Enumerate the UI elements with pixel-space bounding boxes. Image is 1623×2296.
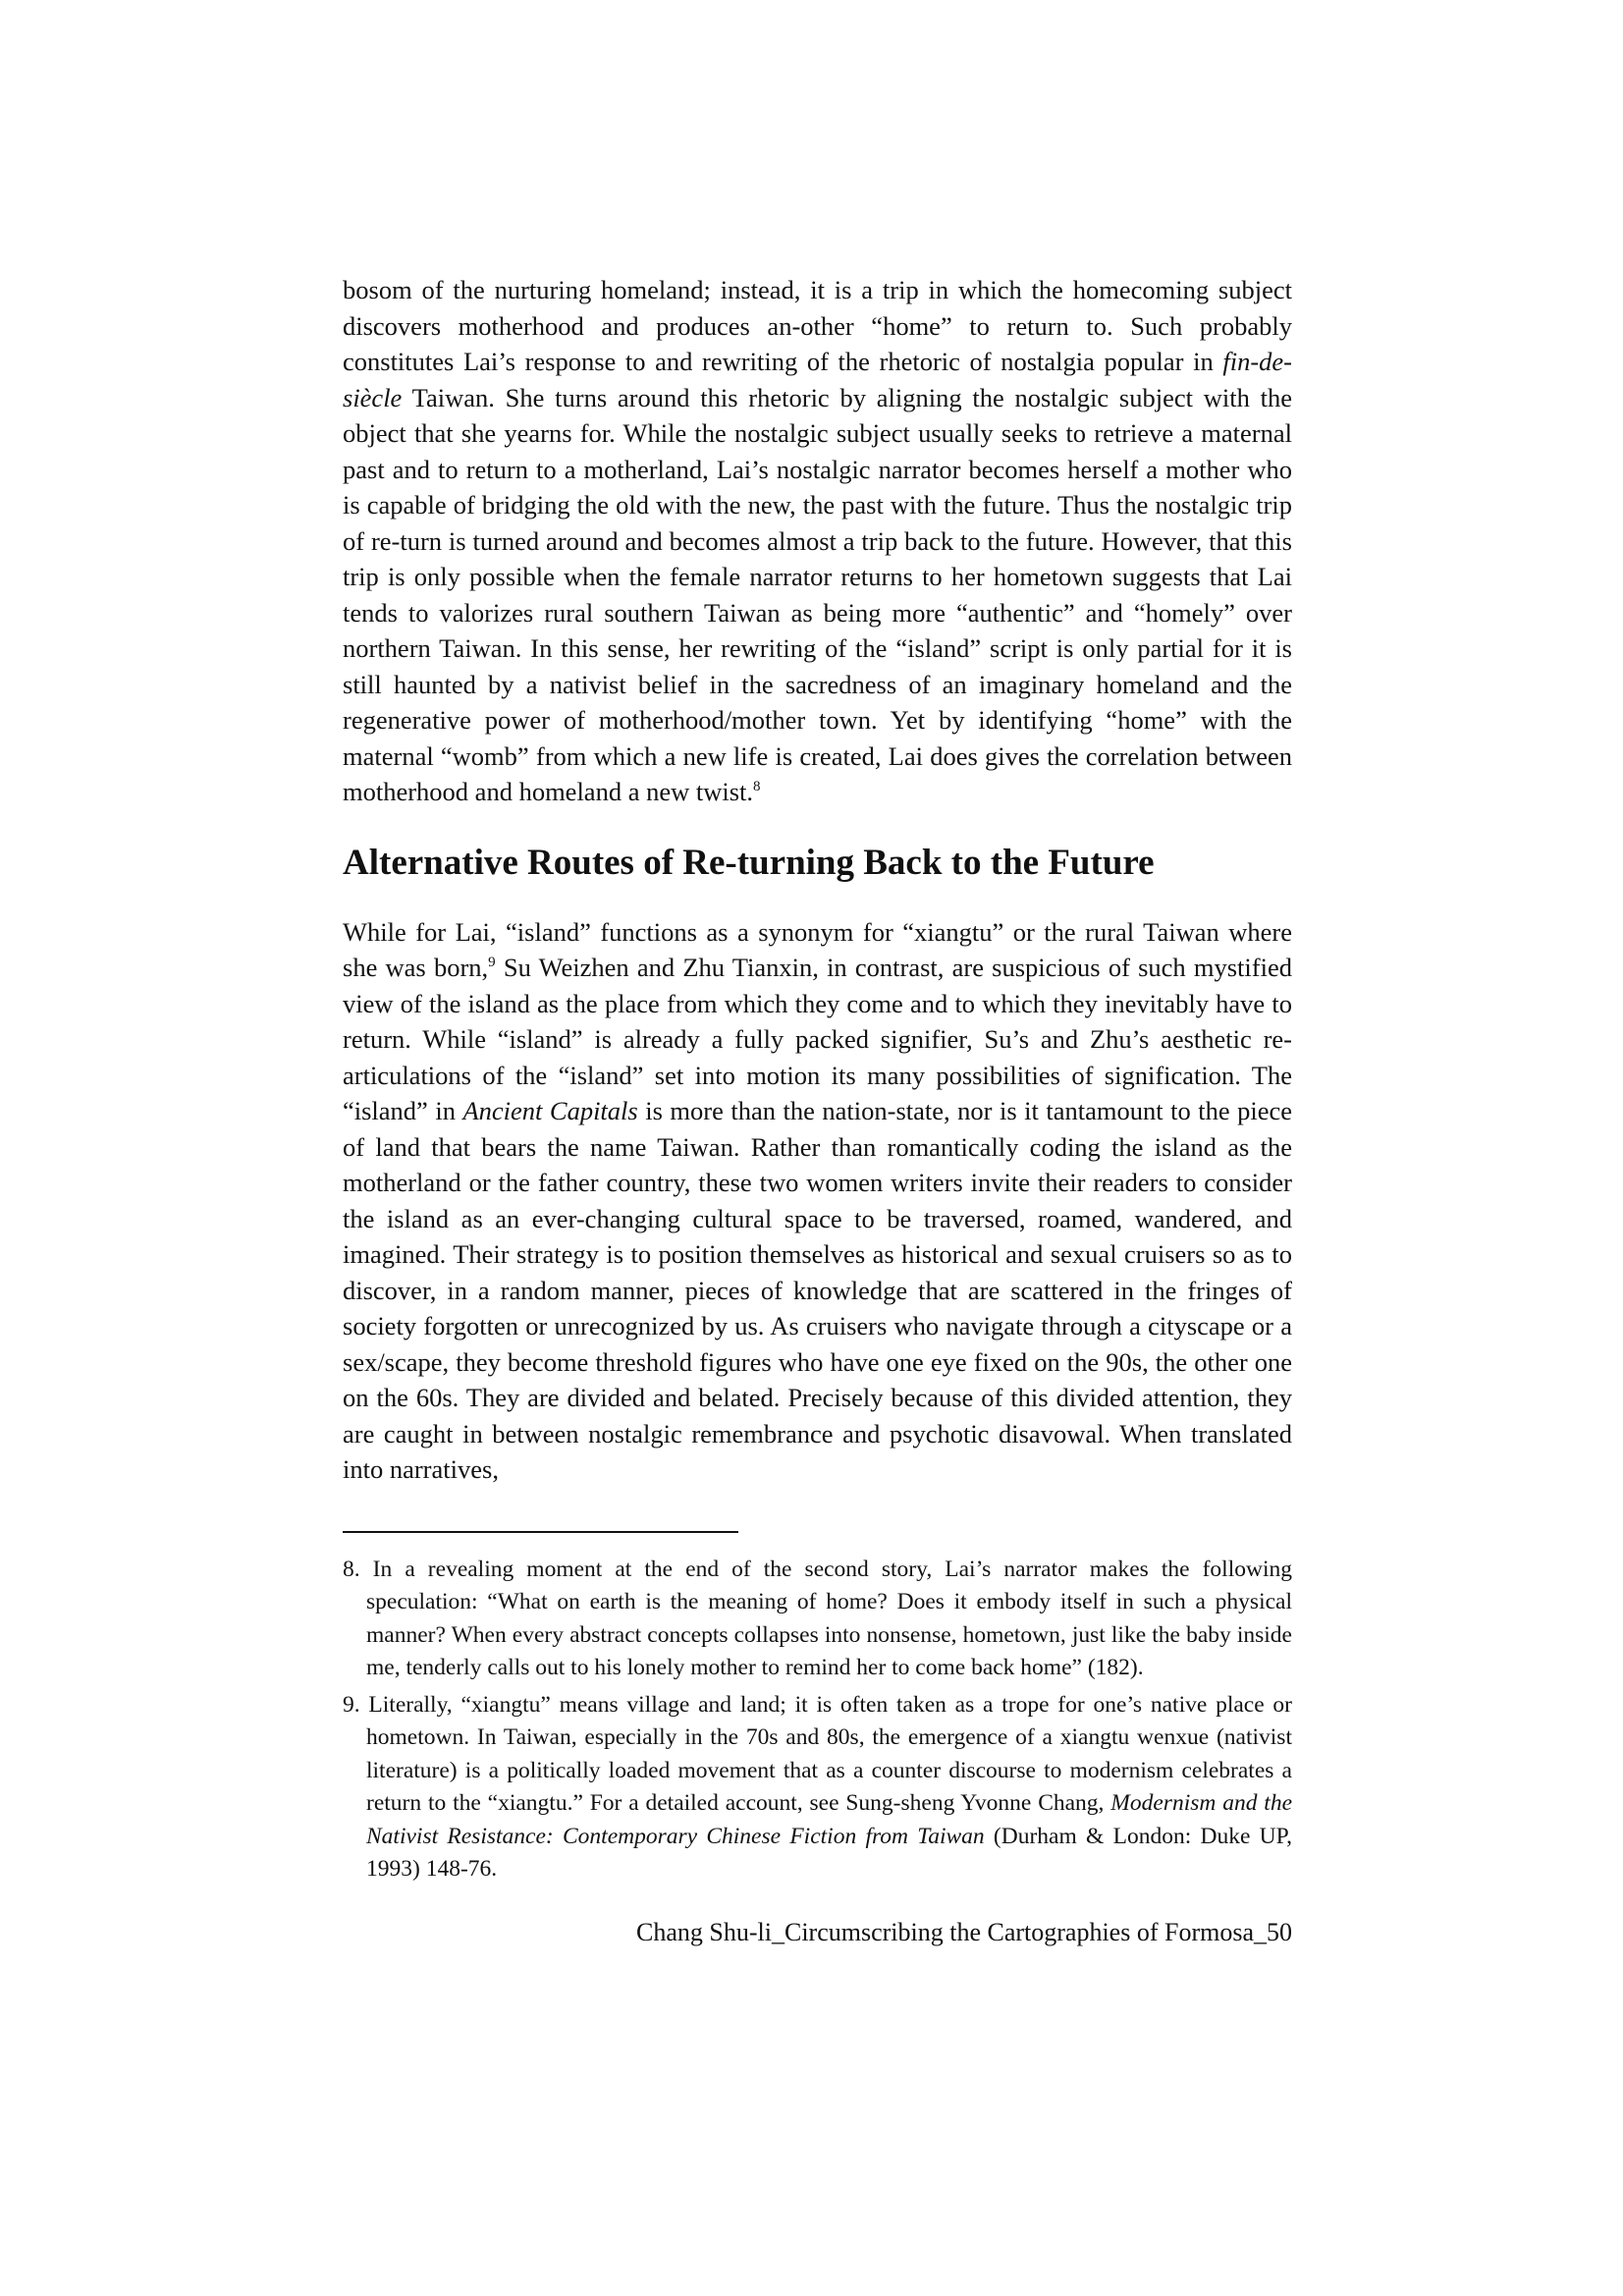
paragraph-2-text-c: is more than the nation-state, nor is it tantamount to the piece of land that bears the name Taiwan. Rather than romantically coding the island as the motherland or the father country, these two women writers invite their readers to consider the island as an ever-changing cultural space to be traversed, roamed, wandered, and imagined. Their strategy is to position themselves as historical and sexual cruisers so as to discover, in a random manner, pieces of knowledge that are scattered in the fringes of society forgotten or unrecognized by us. As cruisers who navigate through a cityscape or a sex/scape, they become threshold figures who have one eye fixed on the 90s, the other one on the 60s. They are divided and belated. Precisely because of this divided attention, they are caught in between nostalgic remembrance and psychotic disavowal. When translated into narratives, [343,1096,1293,1484]
text-column [343,272,1292,1949]
paragraph-2-italic: Ancient Capitals [462,1096,638,1125]
footnote-9-text-b: (Durham & London: Duke UP, 1993) 148-76. [366,1823,1292,1882]
footnote-9 [343,1689,1292,1886]
paragraph-2-text-b: Su Weizhen and Zhu Tianxin, in contrast, are suspicious of such mystified view of the island as the place from which they come and to which they inevitably have to return. While “island” is already a fully packed signifier, Su’s and Zhu’s aesthetic re-articulations of the “island” set into motion its many possibilities of signification. The “island” in [343,953,1292,1125]
running-footer: Chang Shu-li_Circumscribing the Cartographies of Formosa_50 [636,1917,1292,1946]
footnotes [343,1554,1292,1886]
footnote-separator [343,1531,738,1533]
footnote-9-text-a: 9. Literally, “xiangtu” means village and land; it is often taken as a trope for one’s native place or hometown. In Taiwan, especially in the 70s and 80s, the emergence of a xiangtu wenxue (nativist literature) is a politically loaded movement that as a counter discourse to modernism celebrates a return to the “xiangtu.” For a detailed account, see Sung-sheng Yvonne Chang, [343,1691,1292,1816]
footnote-ref-9[interactable]: 9 [488,955,496,971]
paragraph-1-text-b: Taiwan. She turns around this rhetoric by aligning the nostalgic subject with the object that she yearns for. While the nostalgic subject usually seeks to retrieve a maternal past and to return to a motherland, Lai’s nostalgic narrator becomes herself a mother who is capable of bridging the old with the new, the past with the future. Thus the nostalgic trip of re-turn is turned around and becomes almost a trip back to the future. However, that this trip is only possible when the female narrator returns to her hometown suggests that Lai tends to valorizes rural southern Taiwan as being more “authentic” and “homely” over northern Taiwan. In this sense, her rewriting of the “island” script is only partial for it is still haunted by a nativist belief in the sacredness of an imaginary homeland and the regenerative power of motherhood/mother town. Yet by identifying “home” with the maternal “womb” from which a new life is created, Lai does gives the correlation between motherhood and homeland a new twist. [343,382,1292,806]
footnote-9-italic: Modernism and the Nativist Resistance: Contemporary Chinese Fiction from Taiwan [366,1790,1292,1849]
section-heading: Alternative Routes of Re-turning Back to the Future [343,842,1155,883]
body-paragraph-1 [343,272,1292,810]
paragraph-1-text-a: bosom of the nurturing homeland; instead, it is a trip in which the homecoming subject discovers motherhood and produces an-other “home” to return to. Such probably constitutes Lai’s response to and rewriting of the rhetoric of nostalgia popular in [343,275,1292,376]
body-paragraph-2 [343,914,1292,1488]
footnote-ref-8[interactable]: 8 [753,779,761,795]
footnote-8: 8. In a revealing moment at the end of the second story, Lai’s narrator makes the following speculation: “What on earth is the meaning of home? Does it embody itself in such a physical manner? When every abstract concepts collapses into nonsense, hometown, just like the baby inside me, tenderly calls out to his lonely mother to remind her to come back home” (182). [343,1556,1292,1680]
paragraph-2-text-a: While for Lai, “island” functions as a synonym for “xiangtu” or the rural Taiwan where she was born, [343,916,1292,982]
paragraph-1-italic: fin-de-siècle [343,347,1292,412]
